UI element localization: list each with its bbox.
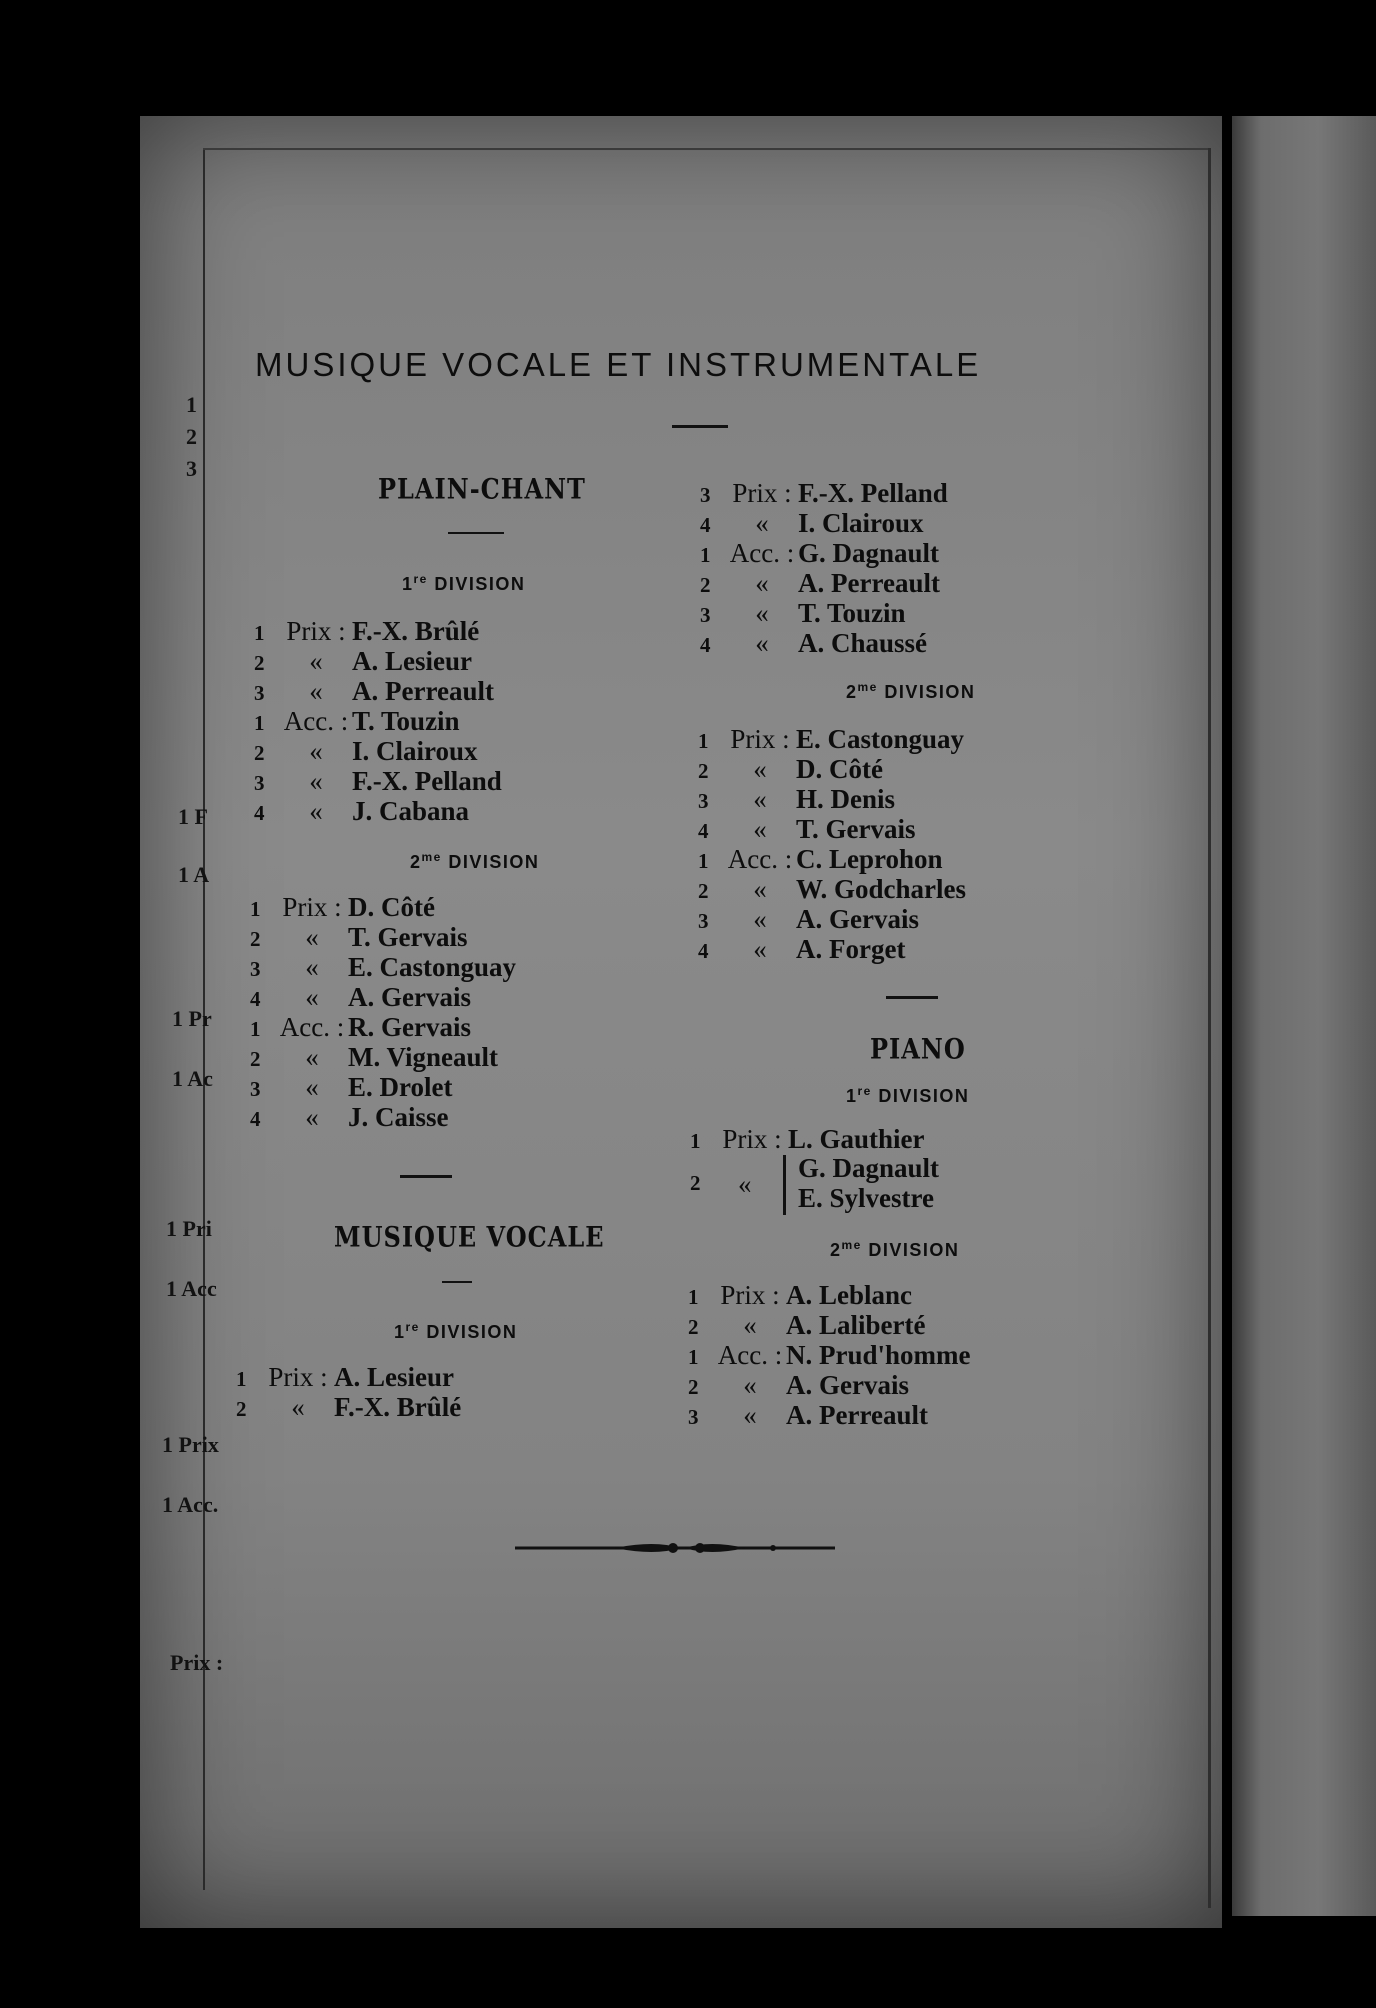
prize-row	[254, 736, 502, 766]
prize-rank: 1	[700, 543, 711, 567]
prize-name: M. Vigneault	[348, 1042, 499, 1072]
prize-rank: 1	[250, 897, 261, 921]
prize-row	[250, 982, 516, 1012]
prize-row	[254, 796, 502, 826]
prize-award: «	[755, 598, 769, 628]
prize-award: «	[309, 676, 323, 706]
prize-row	[698, 814, 966, 844]
prize-row	[698, 844, 966, 874]
prize-name: J. Caisse	[348, 1102, 449, 1132]
adjacent-page-edge	[1232, 116, 1376, 1916]
prize-rank: 2	[698, 879, 709, 903]
section-heading-musique-vocale: MUSIQUE VOCALE	[334, 1219, 605, 1254]
margin-fragment: 1 Ac	[172, 1066, 213, 1091]
prize-row	[698, 934, 966, 964]
prize-award: «	[309, 736, 323, 766]
prize-rank: 2	[688, 1315, 699, 1339]
margin-fragment: 2	[186, 424, 197, 449]
prize-rank: 3	[700, 483, 711, 507]
prize-rank: 2	[254, 741, 265, 765]
prize-name: T. Gervais	[796, 814, 916, 844]
prize-award: «	[743, 1400, 757, 1430]
margin-fragment: 3	[186, 456, 197, 481]
prize-list-continuation	[700, 478, 948, 658]
prize-row	[700, 538, 948, 568]
prize-list-plain-chant-div1	[254, 616, 502, 826]
prize-rank: 1	[254, 621, 265, 645]
prize-name: A. Gervais	[786, 1370, 909, 1400]
prize-name: F.-X. Brûlé	[352, 616, 480, 646]
prize-name: L. Gauthier	[788, 1124, 925, 1154]
prize-row	[250, 952, 516, 982]
prize-name: G. Dagnault	[798, 538, 940, 568]
margin-fragment: 1 F	[178, 804, 208, 829]
prize-award: «	[309, 766, 323, 796]
section-rule	[442, 1281, 472, 1283]
prize-list-piano-div1	[690, 1124, 925, 1154]
prize-name: E. Drolet	[348, 1072, 453, 1102]
prize-rank: 3	[700, 603, 711, 627]
prize-row	[254, 646, 502, 676]
prize-row	[688, 1280, 971, 1310]
section-rule	[400, 1175, 452, 1178]
prize-rank: 2	[690, 1171, 701, 1195]
prize-row	[254, 676, 502, 706]
section-heading-plain-chant: PLAIN-CHANT	[378, 471, 586, 506]
prize-list-right-div2	[698, 724, 966, 964]
prize-award: «	[305, 952, 319, 982]
prize-rank: 4	[250, 1107, 261, 1131]
prize-name: A. Lesieur	[334, 1362, 454, 1392]
prize-award: «	[755, 508, 769, 538]
prize-name: F.-X. Pelland	[352, 766, 502, 796]
prize-award: «	[738, 1169, 752, 1199]
prize-row	[250, 1042, 516, 1072]
prize-name: A. Lesieur	[352, 646, 472, 676]
margin-fragment: 1 Pri	[166, 1216, 212, 1241]
prize-name: F.-X. Brûlé	[334, 1392, 462, 1422]
division-heading: $2^{me}$ DIVISION	[830, 1238, 960, 1260]
prize-name: A. Perreault	[786, 1400, 928, 1430]
prize-award: Prix :	[732, 478, 792, 508]
prize-award: «	[753, 754, 767, 784]
prize-rank: 2	[250, 927, 261, 951]
prize-row	[700, 478, 948, 508]
section-rule	[448, 532, 504, 534]
prize-row	[250, 1072, 516, 1102]
prize-rank: 1	[688, 1285, 699, 1309]
prize-rank: 4	[254, 801, 265, 825]
prize-award: Prix :	[722, 1124, 782, 1154]
prize-row	[700, 508, 948, 538]
prize-award: «	[743, 1310, 757, 1340]
prize-rank: 3	[688, 1405, 699, 1429]
prize-award: «	[305, 922, 319, 952]
prize-rank: 4	[698, 939, 709, 963]
prize-award: «	[755, 628, 769, 658]
prize-award: «	[309, 646, 323, 676]
prize-name: A. Leblanc	[786, 1280, 913, 1310]
prize-rank: 3	[698, 789, 709, 813]
prize-award: Acc. :	[279, 1012, 345, 1042]
prize-name: W. Godcharles	[796, 874, 967, 904]
division-heading: 1re DIVISION	[394, 1320, 518, 1342]
prize-award: «	[291, 1392, 305, 1422]
prize-name: A. Gervais	[796, 904, 919, 934]
prize-award: «	[755, 568, 769, 598]
prize-list-musique-vocale-div1	[236, 1362, 461, 1422]
prize-rank: 4	[250, 987, 261, 1011]
prize-award: «	[305, 982, 319, 1012]
prize-award: Prix :	[730, 724, 790, 754]
prize-rank: 2	[254, 651, 265, 675]
prize-rank: 2	[688, 1375, 699, 1399]
prize-rank: 1	[250, 1017, 261, 1041]
prize-row	[700, 628, 948, 658]
ornamental-rule	[515, 1536, 835, 1560]
prize-award: Prix :	[268, 1362, 328, 1392]
prize-rank: 3	[250, 957, 261, 981]
prize-award: «	[753, 934, 767, 964]
prize-name: I. Clairoux	[798, 508, 924, 538]
margin-fragment: Prix :	[170, 1650, 224, 1675]
prize-row	[700, 568, 948, 598]
prize-name: N. Prud'homme	[786, 1340, 971, 1370]
prize-name: E. Sylvestre	[798, 1183, 934, 1213]
prize-award: «	[753, 814, 767, 844]
margin-fragment: 1 A	[178, 862, 210, 887]
prize-row	[690, 1124, 925, 1154]
prize-rank: 1	[690, 1129, 701, 1153]
prize-row	[698, 874, 966, 904]
prize-name: D. Côté	[796, 754, 883, 784]
prize-name: F.-X. Pelland	[798, 478, 948, 508]
page-right-border	[1208, 148, 1211, 1908]
prize-rank: 3	[254, 771, 265, 795]
prize-award: «	[305, 1072, 319, 1102]
prize-rank: 4	[700, 633, 711, 657]
prize-row	[688, 1400, 971, 1430]
prize-row	[698, 904, 966, 934]
prize-rank: 1	[698, 729, 709, 753]
prize-name: A. Laliberté	[786, 1310, 926, 1340]
prize-row	[698, 784, 966, 814]
prize-row	[698, 754, 966, 784]
prize-name: A. Chaussé	[798, 628, 928, 658]
prize-award: Prix :	[282, 892, 342, 922]
section-rule	[886, 996, 938, 999]
prize-award: Acc. :	[729, 538, 795, 568]
prize-name: C. Leprohon	[796, 844, 943, 874]
prize-name: A. Forget	[796, 934, 906, 964]
prize-rank: 3	[250, 1077, 261, 1101]
prize-rank: 2	[698, 759, 709, 783]
prize-award: «	[305, 1042, 319, 1072]
prize-row	[254, 706, 502, 736]
prize-rank: 2	[700, 573, 711, 597]
prize-row	[700, 598, 948, 628]
prize-rank: 1	[698, 849, 709, 873]
prize-list-piano-div2	[688, 1280, 971, 1430]
prize-award: Acc. :	[717, 1340, 783, 1370]
prize-name: R. Gervais	[348, 1012, 471, 1042]
prize-name: I. Clairoux	[352, 736, 478, 766]
prize-award: «	[753, 904, 767, 934]
prize-name: J. Cabana	[352, 796, 470, 826]
prize-name: E. Castonguay	[348, 952, 517, 982]
division-heading: $2^{me}$ DIVISION	[846, 680, 976, 702]
prize-row	[254, 616, 502, 646]
prize-rank: 3	[698, 909, 709, 933]
prize-name: A. Gervais	[348, 982, 471, 1012]
prize-award: «	[753, 784, 767, 814]
title-rule	[672, 425, 728, 428]
division-heading: 1re DIVISION	[402, 572, 526, 594]
prize-rank: 2	[250, 1047, 261, 1071]
prize-rank: 2	[236, 1397, 247, 1421]
prize-rank: 3	[254, 681, 265, 705]
prize-rank: 1	[688, 1345, 699, 1369]
prize-row	[698, 724, 966, 754]
margin-fragment: 1 Pr	[172, 1006, 212, 1031]
prize-row	[688, 1310, 971, 1340]
prize-name: T. Touzin	[798, 598, 906, 628]
prize-name: A. Perreault	[798, 568, 940, 598]
prize-row	[236, 1392, 461, 1422]
prize-row	[688, 1340, 971, 1370]
page-title: MUSIQUE VOCALE ET INSTRUMENTALE	[255, 346, 982, 383]
prize-award: Prix :	[720, 1280, 780, 1310]
division-heading: 1re DIVISION	[846, 1084, 970, 1106]
prize-rank: 4	[698, 819, 709, 843]
prize-name: H. Denis	[796, 784, 896, 814]
prize-row	[250, 1012, 516, 1042]
prize-row	[236, 1362, 461, 1392]
division-heading: $2^{me}$ DIVISION	[410, 850, 540, 872]
prize-row	[250, 892, 516, 922]
prize-list-plain-chant-div2	[250, 892, 516, 1132]
prize-award: Acc. :	[283, 706, 349, 736]
prize-name: T. Touzin	[352, 706, 460, 736]
prize-row	[250, 1102, 516, 1132]
page-top-border	[203, 148, 1211, 150]
prize-award: «	[743, 1370, 757, 1400]
prize-name: A. Perreault	[352, 676, 494, 706]
margin-fragment: 1 Acc	[166, 1276, 217, 1301]
margin-fragment: 1	[186, 392, 197, 417]
margin-fragment: 1 Prix	[162, 1432, 219, 1457]
prize-row	[250, 922, 516, 952]
prize-award: Prix :	[286, 616, 346, 646]
prize-name: E. Castonguay	[796, 724, 965, 754]
prize-award: «	[753, 874, 767, 904]
prize-name: G. Dagnault	[798, 1153, 940, 1183]
section-heading-piano: PIANO	[870, 1031, 966, 1066]
prize-award: «	[309, 796, 323, 826]
prize-row	[688, 1370, 971, 1400]
prize-rank: 1	[254, 711, 265, 735]
prize-award: Acc. :	[727, 844, 793, 874]
prize-name: T. Gervais	[348, 922, 468, 952]
prize-name: D. Côté	[348, 892, 435, 922]
prize-row	[254, 766, 502, 796]
prize-rank: 4	[700, 513, 711, 537]
margin-fragment: 1 Acc.	[162, 1492, 219, 1517]
prize-award: «	[305, 1102, 319, 1132]
prize-rank: 1	[236, 1367, 247, 1391]
tie-bracket	[783, 1155, 786, 1215]
